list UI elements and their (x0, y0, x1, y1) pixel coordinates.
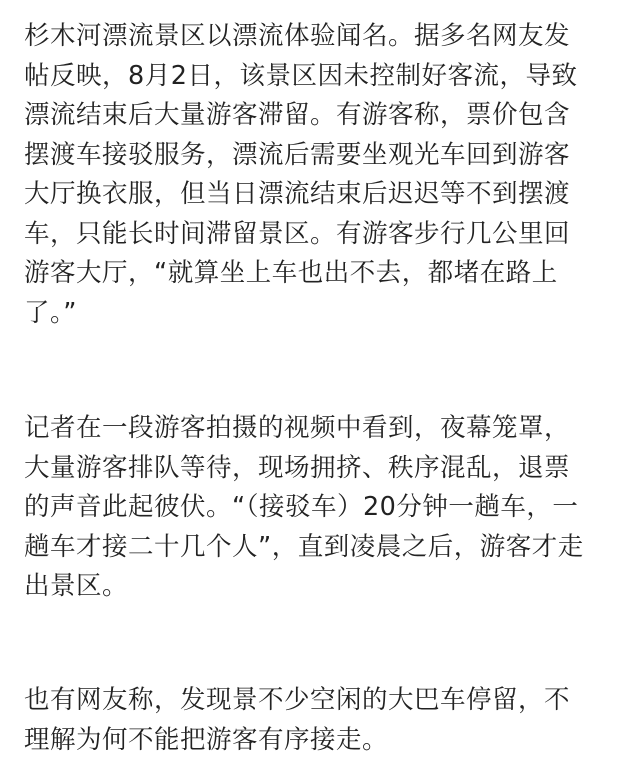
paragraph-2 (24, 409, 603, 607)
text-line: 的声音此起彼伏。“（接驳车）20分钟一趟车，一 (24, 492, 579, 522)
text-line: 车，只能长时间滞留景区。有游客步行几公里回 (24, 218, 571, 249)
text-line: 大量游客排队等待，现场拥挤、秩序混乱，退票 (24, 452, 571, 483)
text-line: 大厅换衣服，但当日漂流结束后迟迟等不到摆渡 (24, 179, 571, 209)
text-line: 趟车才接二十几个人”，直到凌晨之后，游客才走 (24, 531, 584, 562)
text-line: 也有网友称，发现景不少空闲的大巴车停留，不 (24, 685, 571, 715)
text-line: 杉木河漂流景区以漂流体验闻名。据多名网友发 (24, 21, 571, 51)
text-line: 理解为何不能把游客有序接走。 (24, 724, 389, 755)
text-line: 游客大厅，“就算坐上车也出不去，都堵在路上 (24, 258, 558, 288)
text-line: 记者在一段游客拍摄的视频中看到，夜幕笼罩， (24, 413, 571, 443)
text-line: 出景区。 (24, 571, 129, 601)
text-line: 漂流结束后大量游客滞留。有游客称，票价包含 (24, 100, 571, 130)
paragraph-1 (24, 17, 603, 333)
text-line: 了。” (24, 297, 77, 328)
paragraph-3 (24, 681, 603, 760)
text-line: 帖反映，8月2日，该景区因未控制好客流，导致 (24, 60, 578, 91)
text-line: 摆渡车接驳服务，漂流后需要坐观光车回到游客 (24, 139, 571, 170)
